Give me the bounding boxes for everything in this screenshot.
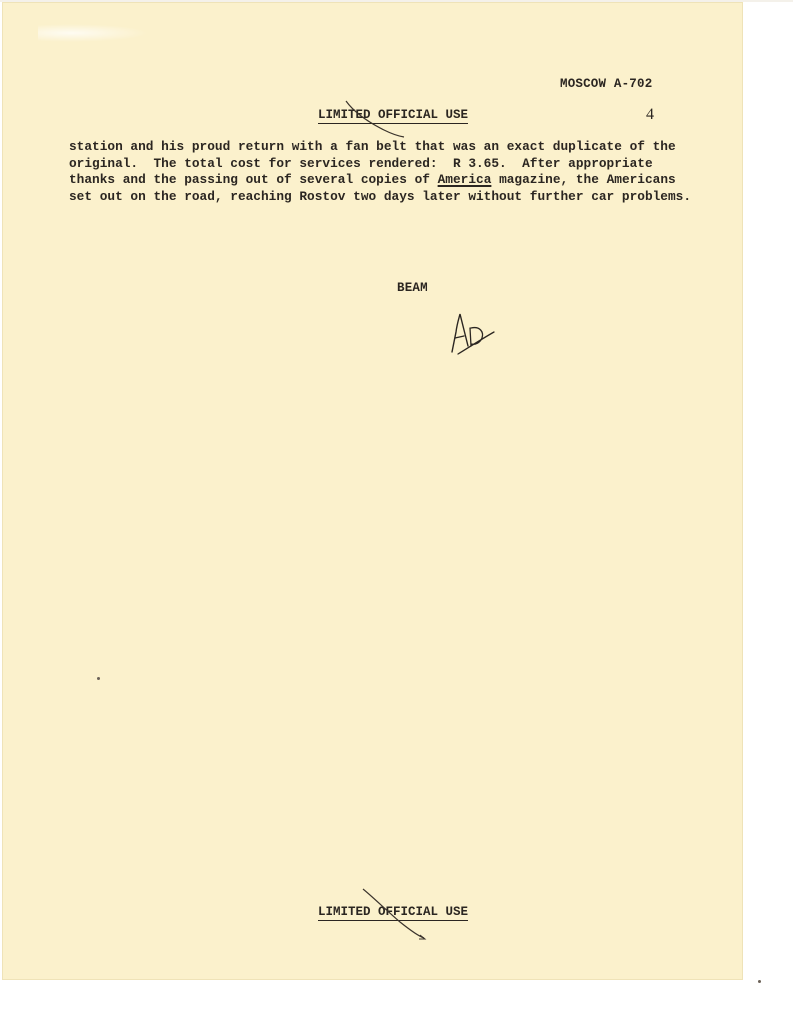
scan-speck (97, 677, 100, 680)
signature-name: BEAM (397, 281, 428, 295)
classification-footer: LIMITED OFFICIAL USE (318, 905, 469, 919)
body-paragraph (69, 139, 709, 205)
classification-strike-mark-bottom (360, 886, 430, 942)
body-line: original. The total cost for services rendered: R 3.65. After appropriate (69, 155, 653, 171)
body-line: station and his proud return with a fan belt that was an exact duplicate of the (69, 139, 676, 154)
body-line: set out on the road, reaching Rostov two days later without further car problems. (69, 188, 692, 204)
page-number: 4 (646, 106, 654, 123)
body-text-fragment: magazine, the Americans (491, 172, 676, 187)
classification-header: LIMITED OFFICIAL USE (318, 108, 469, 122)
body-text-fragment: thanks and the passing out of several copies of (69, 172, 438, 187)
classification-strike-mark-top (340, 98, 410, 140)
scan-speck (758, 980, 761, 983)
handwritten-initials (444, 308, 496, 358)
dispatch-reference: MOSCOW A-702 (560, 77, 653, 91)
publication-title: America (437, 172, 492, 187)
body-line (69, 172, 709, 189)
